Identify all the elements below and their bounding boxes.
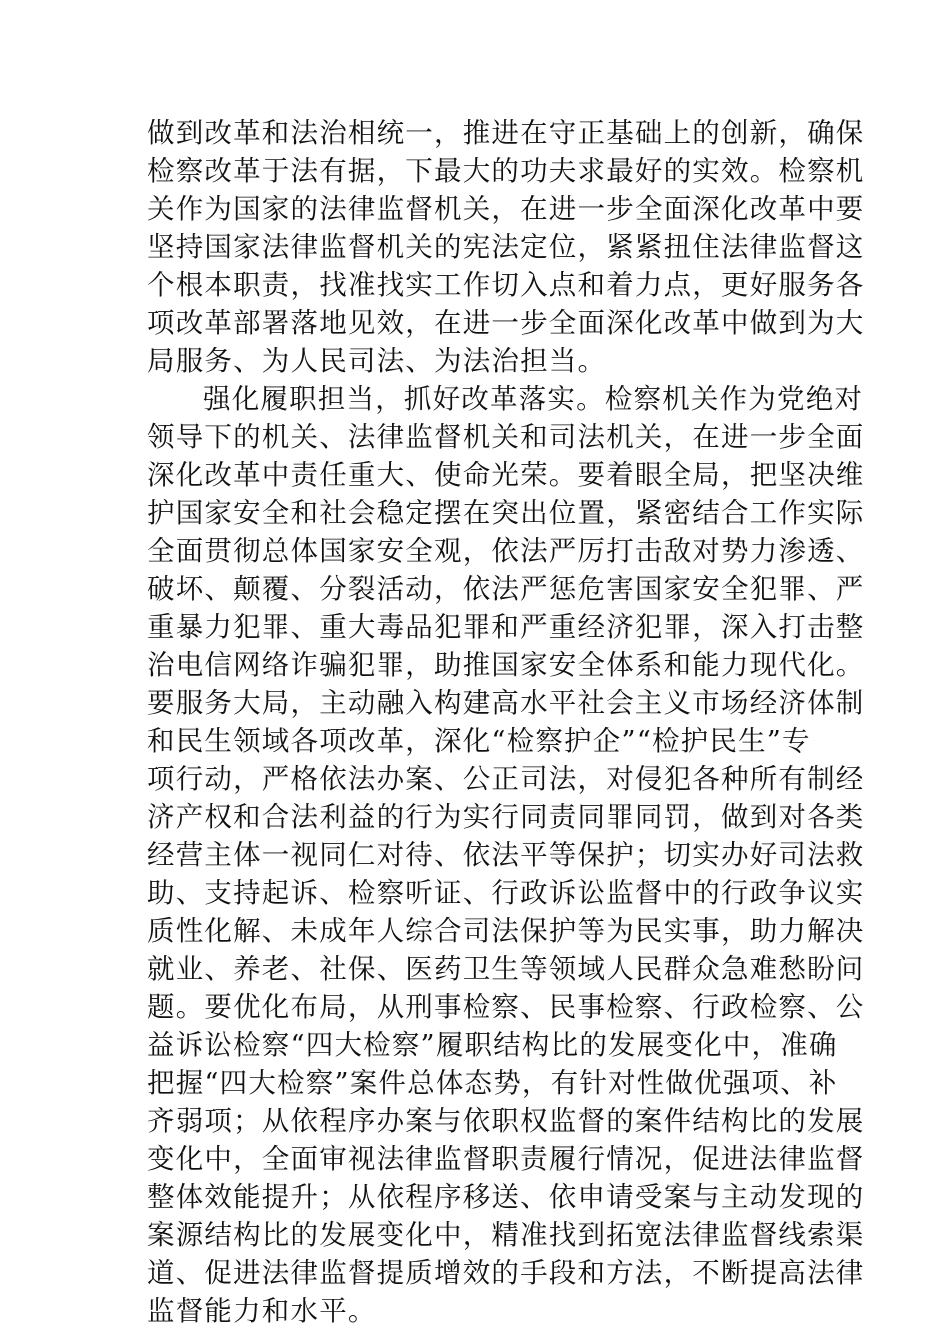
text-line: 助、支持起诉、检察听证、行政诉讼监督中的行政争议实 xyxy=(147,877,865,909)
text-line: 破坏、颠覆、分裂活动，依法严惩危害国家安全犯罪、严 xyxy=(147,573,865,605)
text-line: 坚持国家法律监督机关的宪法定位，紧紧扭住法律监督这 xyxy=(147,231,865,263)
text-line: 检察改革于法有据，下最大的功夫求最好的实效。检察机 xyxy=(147,155,865,187)
text-line: 和民生领域各项改革，深化“检察护企”“检护民生”专 xyxy=(147,725,811,757)
text-line: 护国家安全和社会稳定摆在突出位置，紧密结合工作实际 xyxy=(147,497,865,529)
text-line: 全面贯彻总体国家安全观，依法严厉打击敌对势力渗透、 xyxy=(147,535,865,567)
text-line: 就业、养老、社保、医药卫生等领域人民群众急难愁盼问 xyxy=(147,953,865,985)
text-line: 重暴力犯罪、重大毒品犯罪和严重经济犯罪，深入打击整 xyxy=(147,611,865,643)
text-line: 益诉讼检察“四大检察”履职结构比的发展变化中，准确 xyxy=(147,1029,838,1061)
text-line: 个根本职责，找准找实工作切入点和着力点，更好服务各 xyxy=(147,269,865,301)
text-line: 项改革部署落地见效，在进一步全面深化改革中做到为大 xyxy=(147,307,865,339)
text-line: 要服务大局，主动融入构建高水平社会主义市场经济体制 xyxy=(147,687,865,719)
text-line: 题。要优化布局，从刑事检察、民事检察、行政检察、公 xyxy=(147,991,865,1023)
text-line: 经营主体一视同仁对待、依法平等保护；切实办好司法救 xyxy=(147,839,865,871)
text-line: 变化中，全面审视法律监督职责履行情况，促进法律监督 xyxy=(147,1143,865,1175)
text-line: 济产权和合法利益的行为实行同责同罪同罚，做到对各类 xyxy=(147,801,865,833)
text-line: 把握“四大检察”案件总体态势，有针对性做优强项、补 xyxy=(147,1067,838,1099)
text-line: 质性化解、未成年人综合司法保护等为民实事，助力解决 xyxy=(147,915,865,947)
text-line: 治电信网络诈骗犯罪，助推国家安全体系和能力现代化。 xyxy=(147,649,865,681)
text-line: 做到改革和法治相统一，推进在守正基础上的创新，确保 xyxy=(147,117,865,149)
text-line: 道、促进法律监督提质增效的手段和方法，不断提高法律 xyxy=(147,1257,865,1289)
text-line: 整体效能提升；从依程序移送、依申请受案与主动发现的 xyxy=(147,1181,865,1213)
text-line: 领导下的机关、法律监督机关和司法机关，在进一步全面 xyxy=(147,421,865,453)
text-line: 深化改革中责任重大、使命光荣。要着眼全局，把坚决维 xyxy=(147,459,865,491)
paragraph-1 xyxy=(147,114,865,380)
text-line: 局服务、为人民司法、为法治担当。 xyxy=(147,345,607,377)
paragraph-2 xyxy=(147,380,865,1330)
text-line: 齐弱项；从依程序办案与依职权监督的案件结构比的发展 xyxy=(147,1105,865,1137)
text-line: 关作为国家的法律监督机关，在进一步全面深化改革中要 xyxy=(147,193,865,225)
text-line: 案源结构比的发展变化中，精准找到拓宽法律监督线索渠 xyxy=(147,1219,865,1251)
text-line: 项行动，严格依法办案、公正司法，对侵犯各种所有制经 xyxy=(147,763,865,795)
body-text xyxy=(147,114,865,1330)
text-line: 强化履职担当，抓好改革落实。检察机关作为党绝对 xyxy=(203,383,864,415)
text-line: 监督能力和水平。 xyxy=(147,1295,377,1327)
